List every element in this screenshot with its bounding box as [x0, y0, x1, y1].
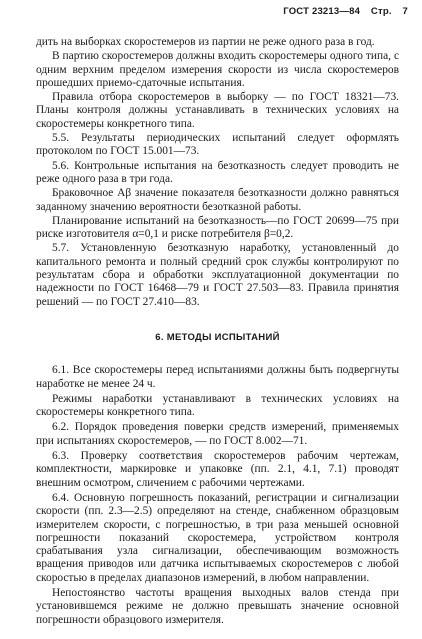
paragraph: 6.4. Основную погрешность показаний, регистрации и сигнализации скорости (пп. 2.3—2.5) определяют на стенде, снабженном образцовым измерителем скорости, с погрешностью, в три раза меньшей основной погрешности показаний скоростемера, устройством контроля срабатывания узла сигнализации, обеспечивающим возможность вращения приводов или датчика испытываемых скоростемеров с любой скоростью в пределах диапазонов измерений, в любом направлении.: [36, 491, 399, 584]
gost-number: ГОСТ 23213—84: [283, 6, 361, 17]
paragraph: 6.1. Все скоростемеры перед испытаниями должны быть подвергнуты наработке не менее 24 ч.: [36, 364, 399, 390]
page-number: 7: [402, 6, 408, 17]
section-content: [36, 364, 399, 627]
paragraph: 6.3. Проверку соответствия скоростемеров рабочим чертежам, комплектности, маркировке и упаковке (пп. 2.1, 4.1, 7.1) проводят внешним осмотром, сличением с рабочими чертежами.: [36, 450, 399, 489]
section-title: 6. МЕТОДЫ ИСПЫТАНИЙ: [155, 331, 280, 343]
paragraph: 6.2. Порядок проведения поверки средств измерений, применяемых при испытаниях скоростемеров, — по ГОСТ 8.002—71.: [36, 421, 399, 447]
paragraph: 5.7. Установленную безотказную наработку, установленный до капитального ремонта и полный средний срок службы контролируют по результатам сбора и обработки эксплуатационной документации по надежности по ГОСТ 16468—79 и ГОСТ 27.503—83. Правила принятия решений — по ГОСТ 27.410—83.: [36, 242, 399, 308]
paragraph: 5.5. Результаты периодических испытаний следует оформлять протоколом по ГОСТ 15.001—73.: [36, 132, 399, 158]
paragraph: В партию скоростемеров должны входить скоростемеры одного типа, с одним верхним пределом измерения скорости из числа скоростемеров прошедших приемо-сдаточные испытания.: [36, 50, 399, 89]
paragraph: 5.6. Контрольные испытания на безотказность следует проводить не реже одного раза в три года.: [36, 159, 399, 185]
paragraph: Режимы наработки устанавливают в технических условиях на скоростемеры конкретного типа.: [36, 392, 399, 419]
paragraph: дить на выборках скоростемеров из партии не реже одного раза в год.: [36, 36, 375, 48]
paragraph: Планирование испытаний на безотказность—по ГОСТ 20699—75 при риске изготовителя α=0,1 и риске потребителя β=0,2.: [36, 214, 399, 241]
paragraph: Браковочное Aβ значение показателя безотказности должно равняться заданному значению вероятности безотказной работы.: [36, 187, 399, 213]
page-label: Стр.: [370, 6, 392, 17]
document-body: [36, 36, 399, 627]
paragraph: Правила отбора скоростемеров в выборку — по ГОСТ 18321—73. Планы контроля должны устанавливать в технических условиях на скоростемеры конкретного типа.: [36, 91, 399, 130]
paragraph: Непостоянство частоты вращения выходных валов стенда при установившемся режиме не должно превышать значение основной погрешности образцового измерителя.: [36, 586, 399, 626]
page-header: [283, 6, 408, 17]
